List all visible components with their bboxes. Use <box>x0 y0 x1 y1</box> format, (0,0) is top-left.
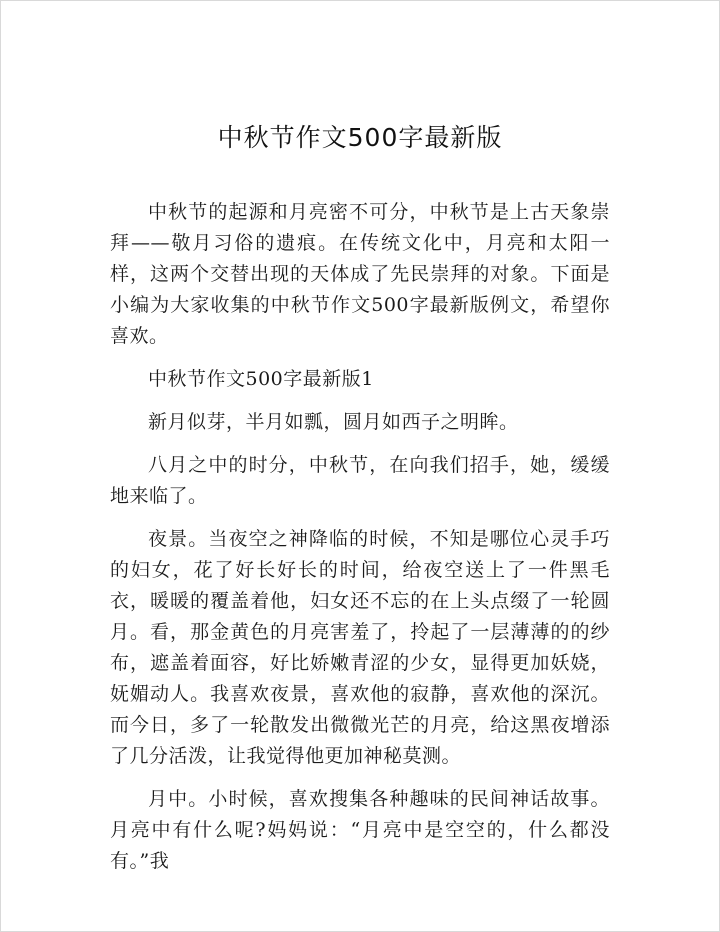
document-title: 中秋节作文500字最新版 <box>217 123 503 152</box>
body-paragraph: 新月似芽，半月如瓢，圆月如西子之明眸。 <box>148 411 519 433</box>
body-paragraph: 月中。小时候，喜欢搜集各种趣味的民间神话故事。月亮中有什么呢?妈妈说：“月亮中是空空的，什么都没有。”我 <box>110 788 610 872</box>
body-paragraph: 八月之中的时分，中秋节，在向我们招手，她，缓缓地来临了。 <box>110 454 610 507</box>
section-heading: 中秋节作文500字最新版1 <box>148 368 374 390</box>
document-body <box>110 197 610 877</box>
body-paragraph: 夜景。当夜空之神降临的时候，不知是哪位心灵手巧的妇女，花了好长好长的时间，给夜空送上了一件黑毛衣，暖暖的覆盖着他，妇女还不忘的在上头点缀了一轮圆月。看，那金黄色的月亮害羞了，拎起了一层薄薄的的纱布，遮盖着面容，好比娇嫩青涩的少女，显得更加妖娆，妩媚动人。我喜欢夜景，喜欢他的寂静，喜欢他的深沉。而今日，多了一轮散发出微微光芒的月亮，给这黑夜增添了几分活泼，让我觉得他更加神秘莫测。 <box>110 528 610 767</box>
intro-paragraph: 中秋节的起源和月亮密不可分，中秋节是上古天象崇拜——敬月习俗的遗痕。在传统文化中，月亮和太阳一样，这两个交替出现的天体成了先民崇拜的对象。下面是小编为大家收集的中秋节作文500字最新版例文，希望你喜欢。 <box>110 201 610 347</box>
